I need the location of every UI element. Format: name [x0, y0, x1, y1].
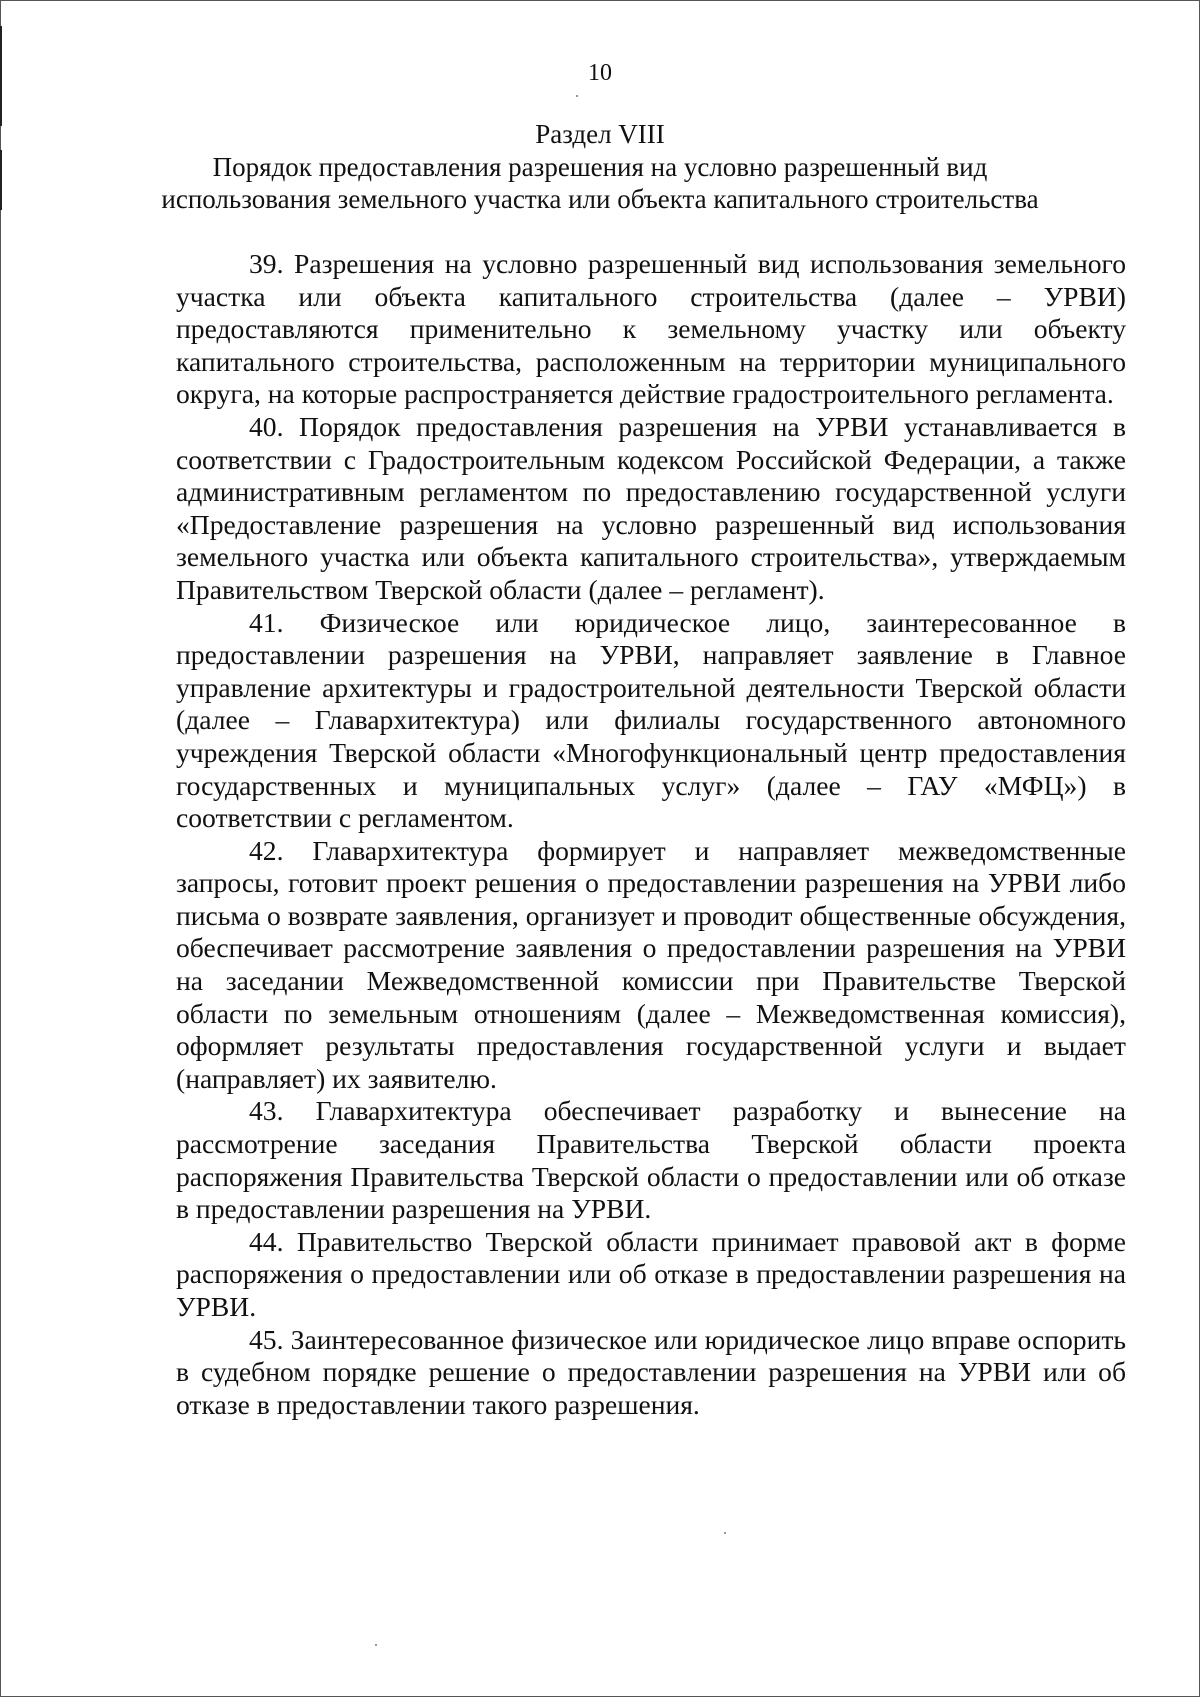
section-subtitle	[0, 151, 1200, 215]
paragraph-45: 45. Заинтересованное физическое или юридическое лицо вправе оспорить в судебном порядке решение о предоставлении разрешения на УРВИ или об отказе в предоставлении такого разрешения.	[176, 1323, 1126, 1420]
scan-speck	[724, 1532, 726, 1534]
paragraph-43: 43. Главархитектура обеспечивает разработку и вынесение на рассмотрение заседания Правительства Тверской области проекта распоряжения Правительства Тверской области о предоставлении или об отказе в предоставлении разрешения на УРВИ.	[176, 1095, 1126, 1225]
section-subtitle-line: использования земельного участка или объекта капитального строительства	[161, 184, 1039, 214]
document-body	[176, 248, 1126, 1421]
paragraph-41: 41. Физическое или юридическое лицо, заинтересованное в предоставлении разрешения на УРВИ, направляет заявление в Главное управление архитектуры и градостроительной деятельности Тверской области (далее – Главархитектура) или филиалы государственного автономного учреждения Тверской области «Многофункциональный центр предоставления государственных и муниципальных услуг» (далее – ГАУ «МФЦ») в соответствии с регламентом.	[176, 606, 1126, 834]
scan-speck	[375, 1644, 377, 1646]
page-number: 10	[588, 60, 612, 86]
section-title: Раздел VIII	[535, 119, 665, 149]
paragraph-40: 40. Порядок предоставления разрешения на УРВИ устанавливается в соответствии с Градостроительным кодексом Российской Федерации, а также административным регламентом по предоставлению государственной услуги «Предоставление разрешения на условно разрешенный вид использования земельного участка или объекта капитального строительства», утверждаемым Правительством Тверской области (далее – регламент).	[176, 410, 1126, 605]
paragraph-42: 42. Главархитектура формирует и направляет межведомственные запросы, готовит проект решения о предоставлении разрешения на УРВИ либо письма о возврате заявления, организует и проводит общественные обсуждения, обеспечивает рассмотрение заявления о предоставлении разрешения на УРВИ на заседании Межведомственной комиссии при Правительстве Тверской области по земельным отношениям (далее – Межведомственная комиссия), оформляет результаты предоставления государственной услуги и выдает (направляет) их заявителю.	[176, 834, 1126, 1094]
section-subtitle-line: Порядок предоставления разрешения на условно разрешенный вид	[212, 152, 988, 182]
paragraph-44: 44. Правительство Тверской области принимает правовой акт в форме распоряжения о предоставлении или об отказе в предоставлении разрешения на УРВИ.	[176, 1225, 1126, 1322]
scan-speck	[576, 95, 578, 97]
paragraph-39: 39. Разрешения на условно разрешенный вид использования земельного участка или объекта капитального строительства (далее – УРВИ) предоставляются применительно к земельному участку или объекту капитального строительства, расположенным на территории муниципального округа, на которые распространяется действие градостроительного регламента.	[176, 248, 1126, 410]
